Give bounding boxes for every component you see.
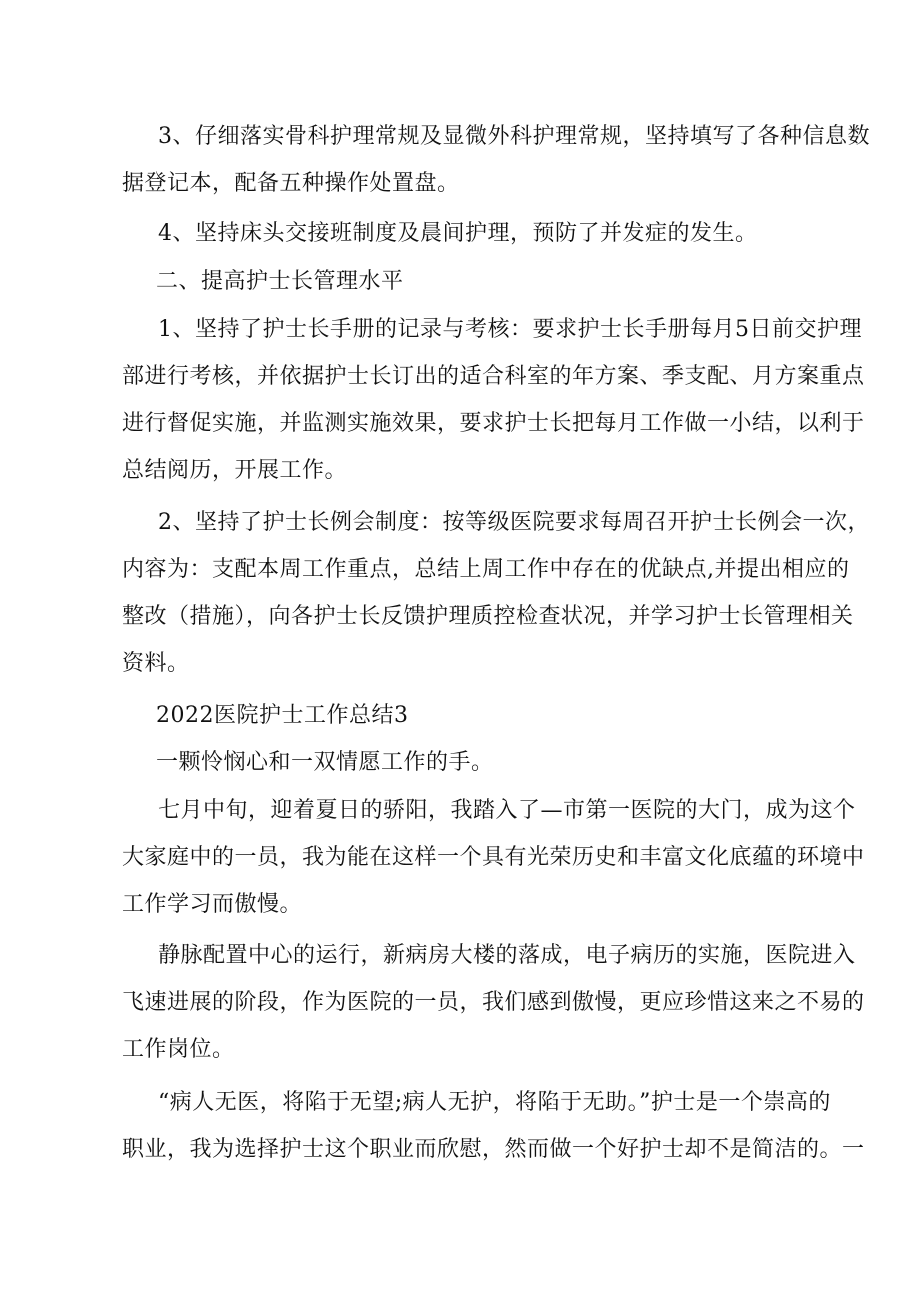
text-line: 整改（措施），向各护士长反馈护理质控检查状况，并学习护士长管理相关 <box>122 604 854 629</box>
paragraph-item-3 <box>122 113 870 207</box>
text-line: 4、坚持床头交接班制度及晨间护理，预防了并发症的发生。 <box>158 221 758 246</box>
paragraph-item-4 <box>122 210 802 257</box>
paragraph-intro <box>122 739 802 786</box>
paragraph-development <box>122 932 865 1073</box>
text-line: 总结阅历，开展工作。 <box>122 458 348 483</box>
text-line: 2、坚持了护士长例会制度：按等级医院要求每周召开护士长例会一次， <box>158 510 870 535</box>
text-line: 大家庭中的一员，我为能在这样一个具有光荣历史和丰富文化底蕴的环境中 <box>122 845 865 870</box>
text-line: 飞速进展的阶段，作为医院的一员，我们感到傲慢，更应珍惜这来之不易的 <box>122 990 865 1015</box>
text-line: 资料。 <box>122 651 190 676</box>
title-text: 2022医院护士工作总结3 <box>156 703 409 728</box>
paragraph-july <box>122 787 865 928</box>
paragraph-item-2 <box>122 499 870 687</box>
paragraph-item-1 <box>122 306 865 494</box>
text-line: 工作学习而傲慢。 <box>122 892 303 917</box>
section-heading <box>122 258 802 305</box>
heading-text: 二、提高护士长管理水平 <box>156 269 404 294</box>
text-line: 内容为：支配本周工作重点，总结上周工作中存在的优缺点,并提出相应的 <box>122 557 850 582</box>
text-line: 工作岗位。 <box>122 1037 235 1062</box>
text-line: 3、仔细落实骨科护理常规及显微外科护理常规，坚持填写了各种信息数 <box>158 124 870 149</box>
text-line: “病人无医，将陷于无望;病人无护，将陷于无助。”护士是一个崇高的 <box>158 1090 831 1115</box>
text-line: 进行督促实施，并监测实施效果，要求护士长把每月工作做一小结，以利于 <box>122 411 865 436</box>
text-line: 职业，我为选择护士这个职业而欣慰，然而做一个好护士却不是简洁的。一 <box>122 1137 865 1162</box>
article-title <box>122 692 802 739</box>
text-line: 1、坚持了护士长手册的记录与考核：要求护士长手册每月5日前交护理 <box>158 317 862 342</box>
text-line: 静脉配置中心的运行，新病房大楼的落成，电子病历的实施，医院进入 <box>158 943 856 968</box>
text-line: 部进行考核，并依据护士长订出的适合科室的年方案、季支配、月方案重点 <box>122 364 865 389</box>
text-line: 据登记本，配备五种操作处置盘。 <box>122 171 460 196</box>
text-line: 七月中旬，迎着夏日的骄阳，我踏入了—市第一医院的大门，成为这个 <box>158 798 856 823</box>
paragraph-quote <box>122 1079 865 1173</box>
text-line: 一颗怜悯心和一双情愿工作的手。 <box>156 750 494 775</box>
